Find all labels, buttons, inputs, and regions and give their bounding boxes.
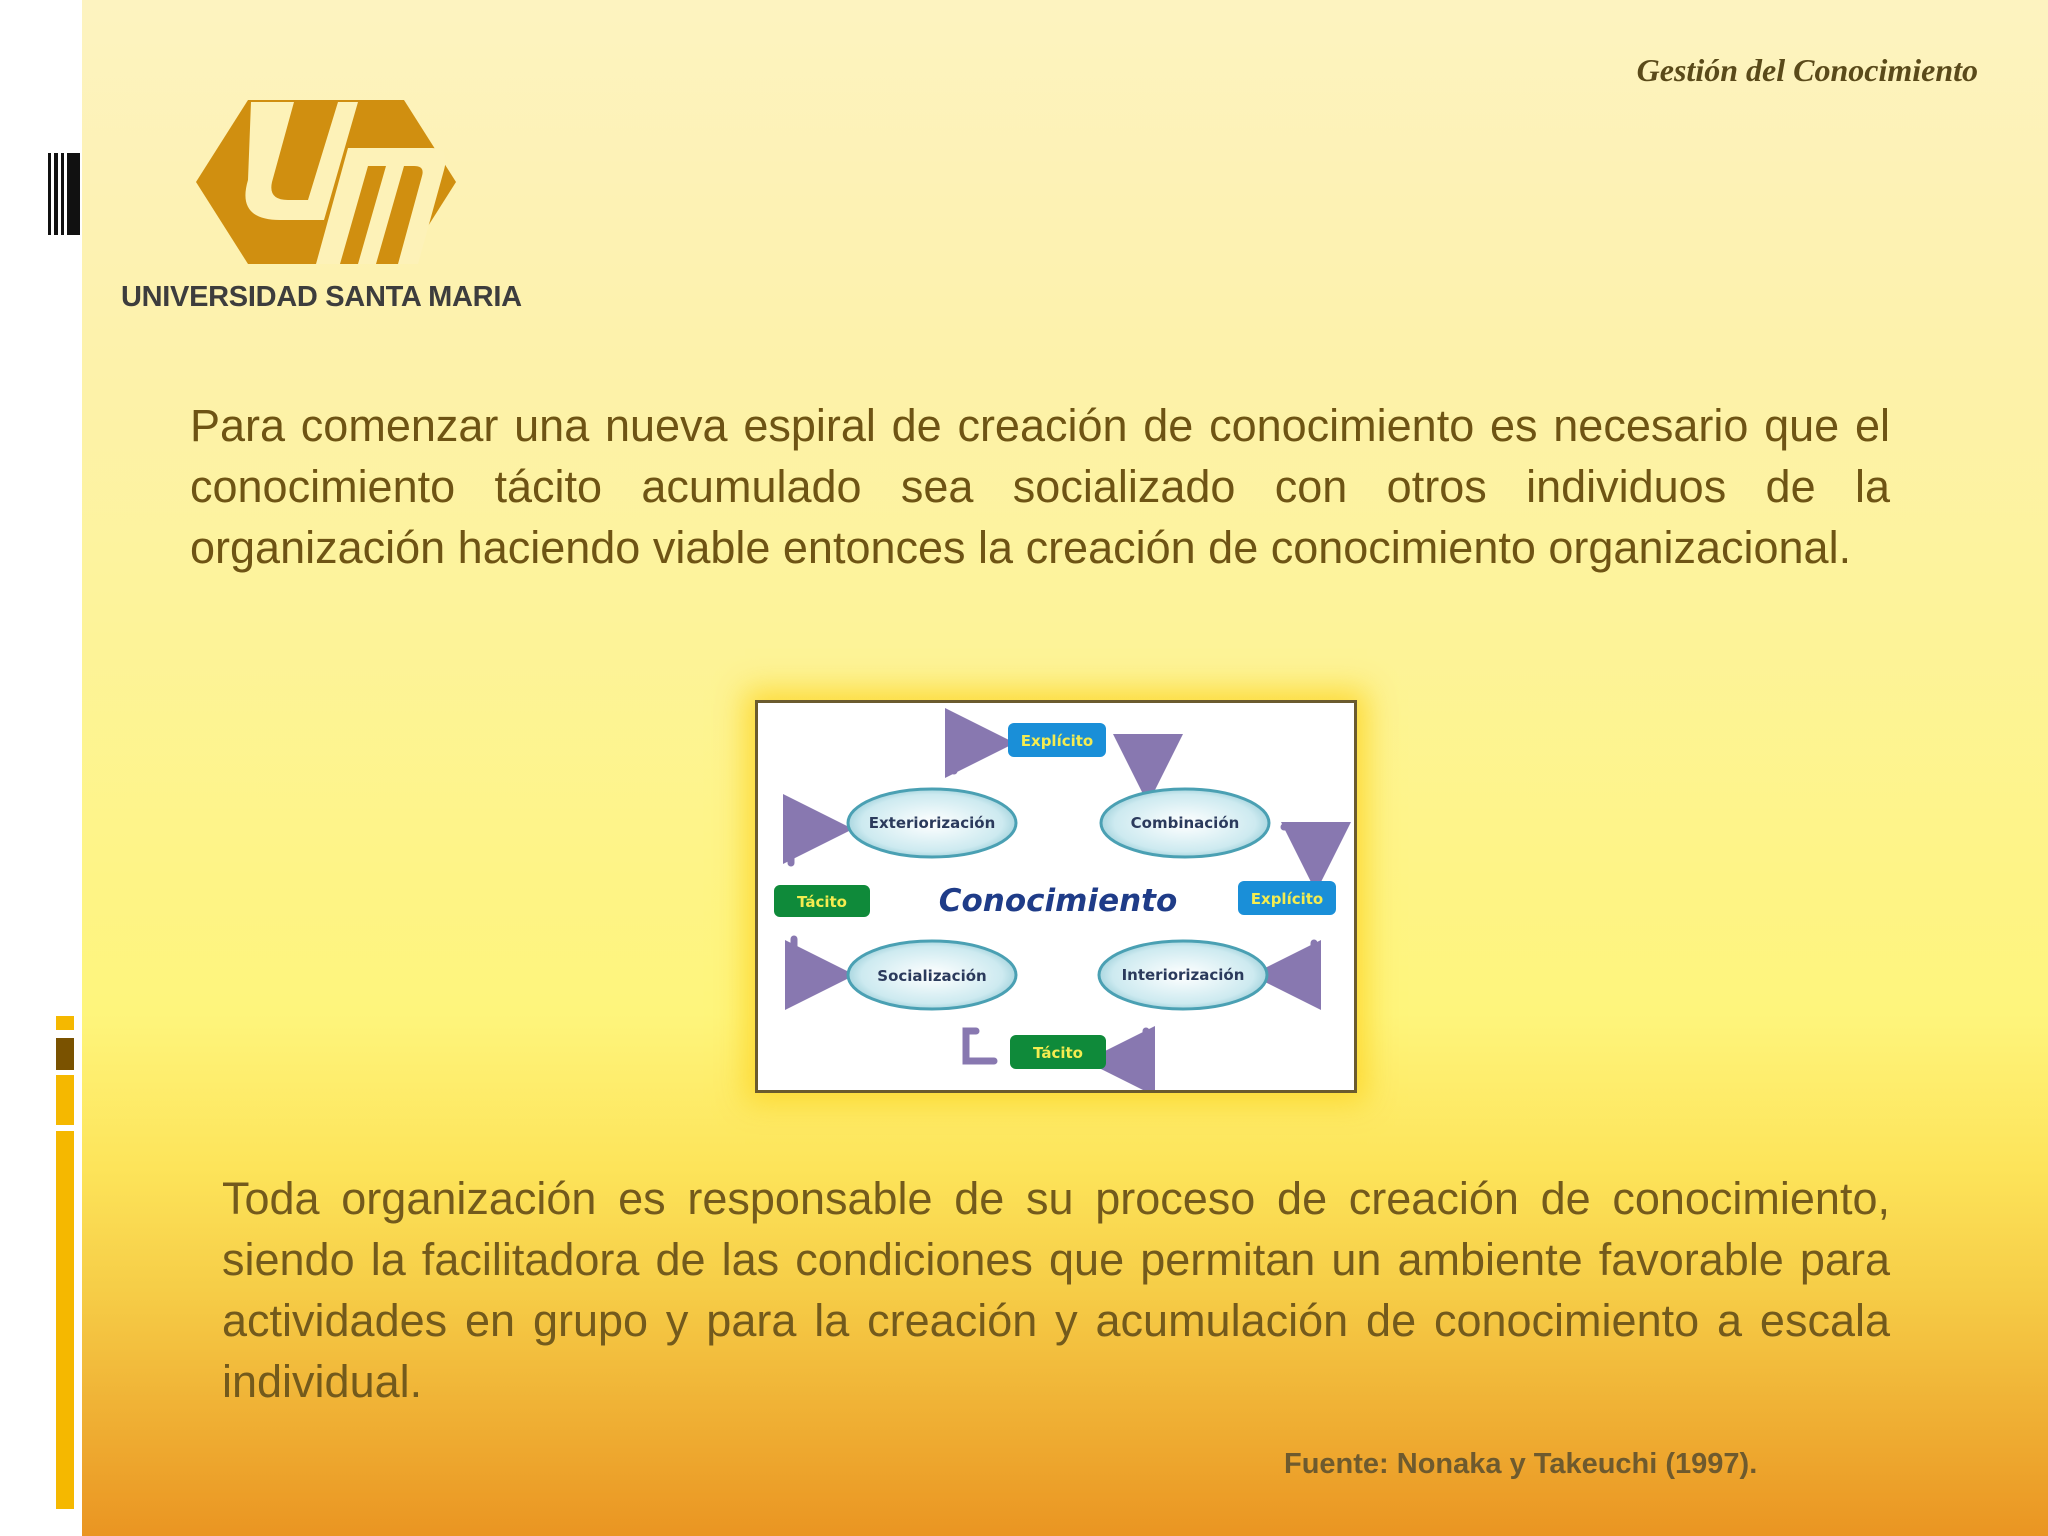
node-interiorizacion — [1099, 941, 1267, 1009]
knowledge-spiral-diagram — [755, 700, 1357, 1093]
tag-explicito-top — [1008, 723, 1106, 757]
tag-tacito-left — [774, 885, 870, 917]
intro-paragraph: Para comenzar una nueva espiral de creación de conocimiento es necesario que el conocimiento tácito acumulado sea socializado con otros individuos de la organización haciendo viable entonces la creación de conocimiento organizacional. — [190, 400, 1890, 573]
node-socializacion — [848, 941, 1016, 1009]
tag-label: Tácito — [797, 893, 847, 911]
diagram-center-label: Conocimiento — [938, 883, 1178, 919]
tag-tacito-bottom — [1010, 1035, 1106, 1069]
left-margin-strip — [0, 0, 82, 1536]
node-exteriorizacion — [848, 789, 1016, 857]
node-label: Interiorización — [1121, 966, 1245, 984]
closing-paragraph: Toda organización es responsable de su proceso de creación de conocimiento, siendo la facilitadora de las condiciones que permitan un ambiente favorable para actividades en grupo y para la creación y acumulación de conocimiento a escala individual. — [222, 1173, 1890, 1407]
source-citation: Fuente: Nonaka y Takeuchi (1997). — [1284, 1448, 1758, 1480]
node-label: Socialización — [877, 967, 987, 985]
node-label: Combinación — [1130, 814, 1240, 832]
node-label: Exteriorización — [868, 814, 996, 832]
university-name: UNIVERSIDAD SANTA MARIA — [121, 281, 522, 313]
tag-label: Tácito — [1033, 1044, 1083, 1062]
tag-explicito-right — [1238, 881, 1336, 915]
university-logo — [196, 96, 456, 268]
node-combinacion — [1101, 789, 1269, 857]
decorative-bars-top — [48, 153, 80, 235]
tag-label: Explícito — [1020, 732, 1094, 750]
presentation-title: Gestión del Conocimiento — [1636, 52, 1978, 88]
tag-label: Explícito — [1250, 890, 1324, 908]
